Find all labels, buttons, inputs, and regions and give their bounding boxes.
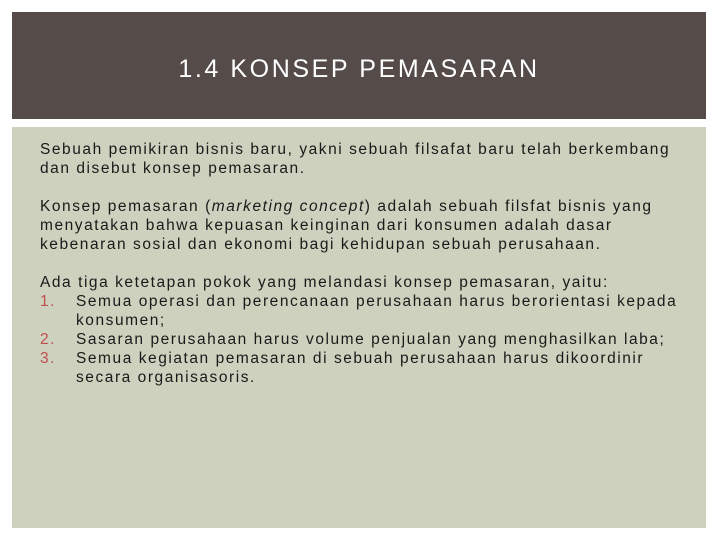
list-number: 1. [40, 293, 57, 310]
list-number: 2. [40, 331, 57, 348]
slide-title: 1.4 KONSEP PEMASARAN [178, 55, 540, 83]
definition-italic-term: marketing concept [211, 198, 365, 215]
list-number: 3. [40, 350, 57, 367]
principles-list [40, 292, 696, 387]
list-item [40, 349, 696, 387]
content-panel [12, 127, 706, 528]
definition-before: Konsep pemasaran ( [40, 198, 212, 215]
paragraph-definition [40, 197, 696, 254]
list-item-text: Semua operasi dan perencanaan perusahaan harus berorientasi kepada konsumen; [76, 293, 678, 329]
list-item-text: Semua kegiatan pemasaran di sebuah perusahaan harus dikoordinir secara organisasoris. [76, 350, 645, 386]
title-bar [12, 12, 706, 119]
definition-after: ) adalah sebuah filsfat bisnis yang menyatakan bahwa kepuasan keinginan dari konsumen adalah dasar kebenaran sosial dan ekonomi bagi kehidupan sebuah perusahaan. [40, 198, 653, 253]
list-item-text: Sasaran perusahaan harus volume penjualan yang menghasilkan laba; [76, 331, 666, 348]
paragraph-intro: Sebuah pemikiran bisnis baru, yakni sebuah filsafat baru telah berkembang dan disebut konsep pemasaran. [40, 141, 671, 177]
title-divider [12, 119, 706, 127]
paragraph-list-intro: Ada tiga ketetapan pokok yang melandasi konsep pemasaran, yaitu: [40, 274, 609, 291]
list-item [40, 292, 696, 330]
list-item [40, 330, 696, 349]
